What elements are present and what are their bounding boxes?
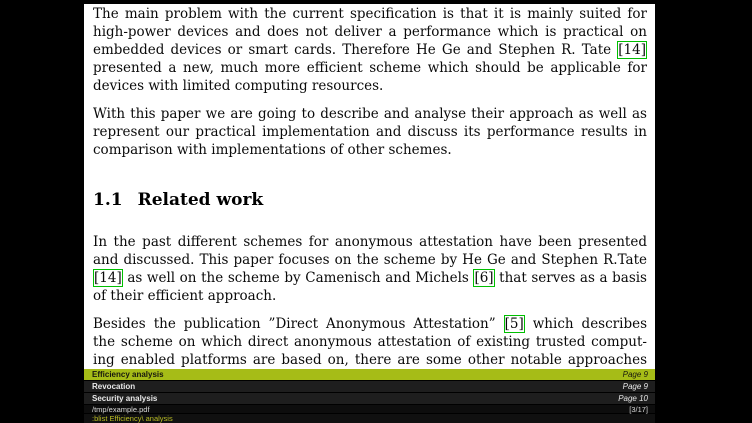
text-line [93, 141, 647, 159]
text-run: and discussed. This paper focuses on the scheme by He Ge and Stephen R.Tate [93, 252, 647, 268]
text-line [93, 5, 647, 23]
paragraph [93, 105, 647, 159]
text-line [93, 315, 647, 333]
outline-item-page: Page 10 [618, 394, 648, 403]
text-run: represent our practical implementation and discuss its performance results in [93, 124, 647, 140]
text-line [93, 251, 647, 269]
text-line [93, 23, 647, 41]
paragraph [93, 233, 647, 305]
text-line [93, 123, 647, 141]
citation-link[interactable]: [5] [504, 316, 524, 332]
outline-item-security-analysis[interactable] [84, 393, 655, 405]
file-status-bar [84, 405, 655, 414]
paragraph [93, 315, 647, 369]
text-line [93, 233, 647, 251]
outline-item-page: Page 9 [622, 382, 648, 391]
text-run: In the past different schemes for anonymous attestation have been presented [93, 234, 647, 250]
citation-link[interactable]: [6] [474, 270, 494, 286]
text-line [93, 351, 647, 369]
text-line [93, 333, 647, 351]
outline-item-label: Revocation [92, 382, 136, 391]
citation-link[interactable]: [14] [94, 270, 122, 286]
text-run: high-power devices and does not deliver a performance which is practical on [93, 24, 647, 40]
page-position: [3/17] [629, 404, 648, 414]
section-title: Related work [137, 190, 264, 210]
file-path: /tmp/example.pdf [92, 404, 150, 414]
text-line [93, 59, 647, 77]
text-run: which describes [524, 316, 647, 332]
section-heading [93, 189, 647, 211]
text-line [93, 269, 647, 287]
citation-link[interactable]: [14] [618, 42, 646, 58]
text-run: embedded devices or smart cards. Therefore He Ge and Stephen R. Tate [93, 42, 618, 58]
section-number: 1.1 [93, 190, 123, 210]
text-run: devices with limited computing resources. [93, 78, 384, 94]
text-run: that serves as a basis [494, 270, 647, 286]
command-line[interactable] [84, 414, 655, 423]
paragraph [93, 5, 647, 95]
outline-item-revocation[interactable] [84, 381, 655, 393]
outline-item-page: Page 9 [622, 370, 648, 379]
text-run: The main problem with the current specification is that it is mainly suited for [93, 6, 647, 22]
text-run: Besides the publication ”Direct Anonymous Attestation” [93, 316, 504, 332]
text-run: ing enabled platforms are based on, there are some other notable approaches [93, 352, 647, 368]
text-run: comparison with implementations of other schemes. [93, 142, 452, 158]
text-line [93, 41, 647, 59]
text-run: the scheme on which direct anonymous attestation of existing trusted comput- [93, 334, 647, 350]
document-blocks [93, 5, 647, 369]
outline-item-label: Efficiency analysis [92, 370, 164, 379]
text-line [93, 287, 647, 305]
status-area [84, 369, 655, 423]
document-page [84, 4, 655, 369]
outline-item-efficiency-analysis[interactable] [84, 369, 655, 381]
text-line [93, 105, 647, 123]
text-line [93, 77, 647, 95]
command-text: :blist Efficiency\ analysis [92, 414, 173, 423]
text-run: of their efficient approach. [93, 288, 277, 304]
text-run: as well on the scheme by Camenisch and Michels [122, 270, 474, 286]
text-run: With this paper we are going to describe and analyse their approach as well as [93, 106, 647, 122]
text-run: presented a new, much more efficient scheme which should be applicable for [93, 60, 647, 76]
outline-item-label: Security analysis [92, 394, 158, 403]
